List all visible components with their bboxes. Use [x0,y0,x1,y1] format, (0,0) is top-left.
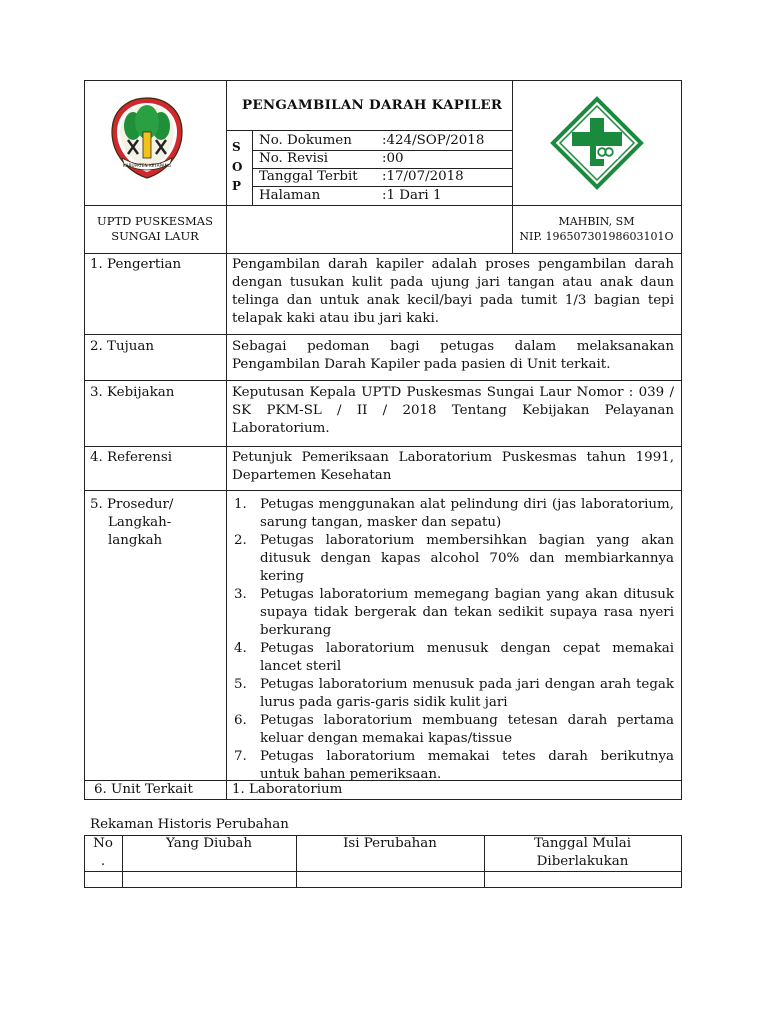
history-header-divider [84,871,682,872]
section-text-unit: 1. Laboratorium [232,782,343,797]
kabupaten-seal-icon [108,96,186,180]
history-header-no-dot: . [100,854,106,869]
section-text-pengertian: Pengambilan darah kapiler adalah proses pengambilan darah dengan tusukan kulit pada ujung jari tangan atau anak daun telinga dan untuk anak kecil/bayi pada tumit 1/3 bagian tepi telapak kaki atau ibu jari kaki. [232,257,674,326]
procedure-step [230,640,674,676]
row-divider-tujuan [84,334,682,335]
procedure-step [230,712,674,748]
meta-label-halaman: Halaman [259,188,321,203]
procedure-step [230,748,674,784]
meta-top-line [226,130,512,131]
history-border-right [681,835,682,888]
section-text-referensi: Petunjuk Pemeriksaan Laboratorium Puskesmas tahun 1991, Departemen Kesehatan [232,450,674,483]
table-border-left [84,80,85,800]
section-text-tujuan: Sebagai pedoman bagi petugas dalam melaksanakan Pengambilan Darah Kapiler pada pasien di Unit terkait. [232,339,674,372]
signer-name: MAHBIN, SM [558,215,635,228]
label-column-line [226,80,227,800]
section-label-prosedur-line3: langkah [108,533,163,548]
step-number: 5. [234,677,247,692]
history-header-tanggal-line2: Diberlakukan [536,854,629,869]
history-border-bottom [84,887,682,888]
header-divider [84,205,682,206]
document-title: PENGAMBILAN DARAH KAPILER [242,97,503,113]
row-divider-pengertian [84,253,682,254]
section-text-kebijakan: Keputusan Kepala UPTD Puskesmas Sungai Laur Nomor : 039 / SK PKM-SL / II / 2018 Tentang Kebijakan Pelayanan Laboratorium. [232,385,674,436]
history-header-isi-perubahan: Isi Perubahan [343,836,437,851]
org-name-line1: UPTD PUSKESMAS [97,214,213,228]
meta-label-tanggal: Tanggal Terbit [259,169,358,184]
step-text: Petugas laboratorium memakai tetes darah berikutnya untuk bahan pemeriksaan. [260,749,674,782]
table-border-bottom [84,799,682,800]
section-label-referensi: 4. Referensi [90,450,173,465]
sop-letter-p: P [232,179,242,193]
puskesmas-cross-icon [550,96,644,190]
sop-column-line [252,130,253,206]
table-border-top [84,80,682,81]
signer-nip: NIP. 19650730198603101O [519,230,674,243]
row-divider-referensi [84,446,682,447]
sop-letter-s: S [232,140,241,154]
history-header-yang-diubah: Yang Diubah [165,836,253,851]
step-number: 7. [234,749,247,764]
meta-value-revisi: :00 [382,151,404,166]
row-divider-kebijakan [84,380,682,381]
step-text: Petugas laboratorium membuang tetesan darah pertama keluar dengan memakai kapas/tissue [260,713,674,746]
section-label-tujuan: 2. Tujuan [90,339,154,354]
step-text: Petugas laboratorium membersihkan bagian yang akan ditusuk dengan kapas alcohol 70% dan membiarkannya kering [260,533,674,584]
procedure-step [230,532,674,586]
history-header-tanggal-line1: Tanggal Mulai [533,836,632,851]
step-number: 2. [234,533,247,548]
sop-letter-o: O [232,160,243,174]
meta-label-dokumen: No. Dokumen [259,133,352,148]
step-text: Petugas laboratorium menusuk dengan cepat memakai lancet steril [260,641,674,674]
section-label-prosedur-line1: 5. Prosedur/ [90,497,174,512]
step-number: 6. [234,713,247,728]
meta-value-dokumen: :424/SOP/2018 [382,133,485,148]
meta-value-tanggal: :17/07/2018 [382,169,464,184]
step-number: 3. [234,587,247,602]
section-label-kebijakan: 3. Kebijakan [90,385,175,400]
meta-label-revisi: No. Revisi [259,151,329,166]
row-divider-prosedur [84,490,682,491]
step-number: 4. [234,641,247,656]
procedure-step [230,496,674,532]
section-label-pengertian: 1. Pengertian [90,257,182,272]
section-label-prosedur-line2: Langkah- [108,515,172,530]
svg-text:KABUPATEN KETAPANG: KABUPATEN KETAPANG [123,163,171,168]
history-title: Rekaman Historis Perubahan [90,817,289,832]
meta-value-halaman: :1 Dari 1 [382,188,442,203]
org-name-line2: SUNGAI LAUR [111,229,199,243]
step-number: 1. [234,497,247,512]
procedure-step [230,676,674,712]
step-text: Petugas laboratorium menusuk pada jari dengan arah tegak lurus pada garis-garis sidik kulit jari [260,677,674,710]
table-border-right [681,80,682,800]
procedure-step [230,586,674,640]
procedure-steps-list [230,496,674,784]
step-text: Petugas laboratorium memegang bagian yang akan ditusuk supaya tidak bergerak dan tekan sedikit supaya rasa nyeri berkurang [260,587,674,638]
step-text: Petugas menggunakan alat pelindung diri (jas laboratorium, sarung tangan, masker dan sepatu) [260,497,674,530]
history-header-no: No [93,836,113,851]
section-label-unit: 6. Unit Terkait [94,782,193,797]
